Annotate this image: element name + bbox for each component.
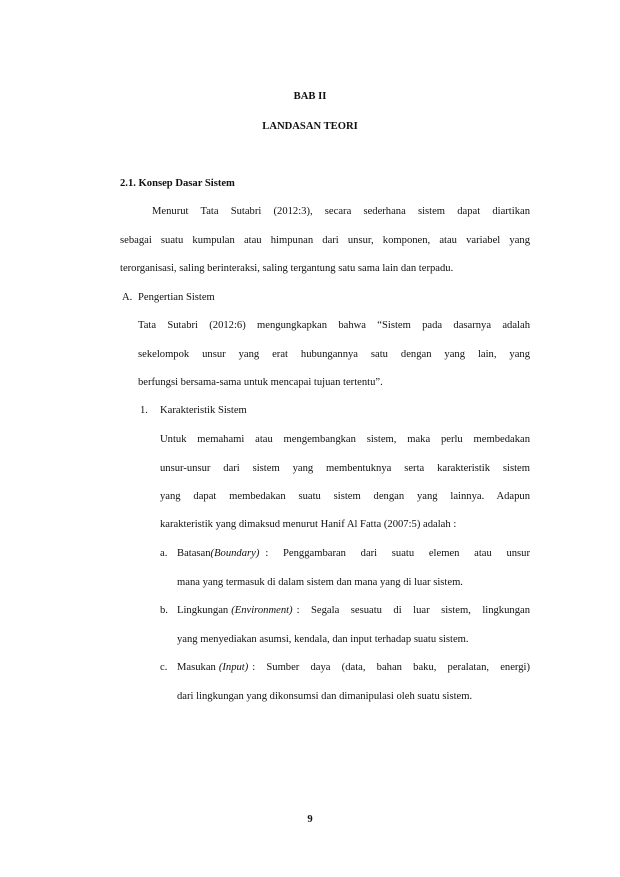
quote-line-2: sekelompok unsur yang erat hubungannya satu dengan yang lain, yang [138, 349, 530, 360]
chapter-title: LANDASAN TEORI [262, 121, 358, 132]
list-item-c-term: Masukan [177, 662, 216, 673]
list-item-b-term-en: (Environment) [231, 605, 293, 616]
subsection-a-marker: A. [122, 292, 133, 303]
list-item-b-first-line [177, 604, 530, 618]
list-item-c-first-line [177, 661, 530, 675]
section-heading: 2.1. Konsep Dasar Sistem [120, 178, 235, 189]
item-1-body-line-4: karakteristik yang dimaksud menurut Hanif Al Fatta (2007:5) adalah : [160, 519, 457, 530]
list-item-c-term-en: (Input) [218, 662, 249, 673]
subsection-a-title: Pengertian Sistem [138, 292, 215, 303]
item-1-title: Karakteristik Sistem [160, 405, 247, 416]
list-item-a-second-line: mana yang termasuk di dalam sistem dan mana yang di luar sistem. [177, 577, 463, 588]
page-number: 9 [307, 814, 313, 825]
list-item-b-term: Lingkungan [177, 605, 229, 616]
item-1-marker: 1. [140, 405, 148, 416]
list-item-a-definition: : Penggambaran dari suatu elemen atau unsur [265, 548, 530, 559]
list-item-a-marker: a. [160, 548, 168, 559]
list-item-b-definition: : Segala sesuatu di luar sistem, lingkungan [296, 605, 530, 616]
item-1-body-line-3: yang dapat membedakan suatu sistem dengan yang lainnya. Adapun [160, 491, 530, 502]
quote-line-3: berfungsi bersama-sama untuk mencapai tujuan tertentu”. [138, 377, 383, 388]
item-1-body-line-1: Untuk memahami atau mengembangkan sistem, maka perlu membedakan [160, 434, 530, 445]
section-intro-line-2: sebagai suatu kumpulan atau himpunan dari unsur, komponen, atau variabel yang [120, 235, 530, 246]
list-item-b-marker: b. [160, 605, 168, 616]
list-item-a-term: Batasan [177, 548, 211, 559]
section-intro-line-3: terorganisasi, saling berinteraksi, saling tergantung satu sama lain dan terpadu. [120, 263, 454, 274]
list-item-c-definition: : Sumber daya (data, bahan baku, peralatan, energi) [252, 662, 530, 673]
item-1-body-line-2: unsur-unsur dari sistem yang membentuknya serta karakteristik sistem [160, 463, 530, 474]
list-item-a-first-line [177, 547, 530, 561]
list-item-c-marker: c. [160, 662, 168, 673]
section-intro-line-1: Menurut Tata Sutabri (2012:3), secara sederhana sistem dapat diartikan [152, 206, 530, 217]
chapter-label: BAB II [293, 91, 327, 102]
list-item-c-second-line: dari lingkungan yang dikonsumsi dan dimanipulasi oleh suatu sistem. [177, 691, 473, 702]
list-item-a-term-en: (Boundary) [210, 548, 260, 559]
quote-line-1: Tata Sutabri (2012:6) mengungkapkan bahwa “Sistem pada dasarnya adalah [138, 320, 530, 331]
list-item-b-second-line: yang menyediakan asumsi, kendala, dan input terhadap suatu sistem. [177, 634, 469, 645]
